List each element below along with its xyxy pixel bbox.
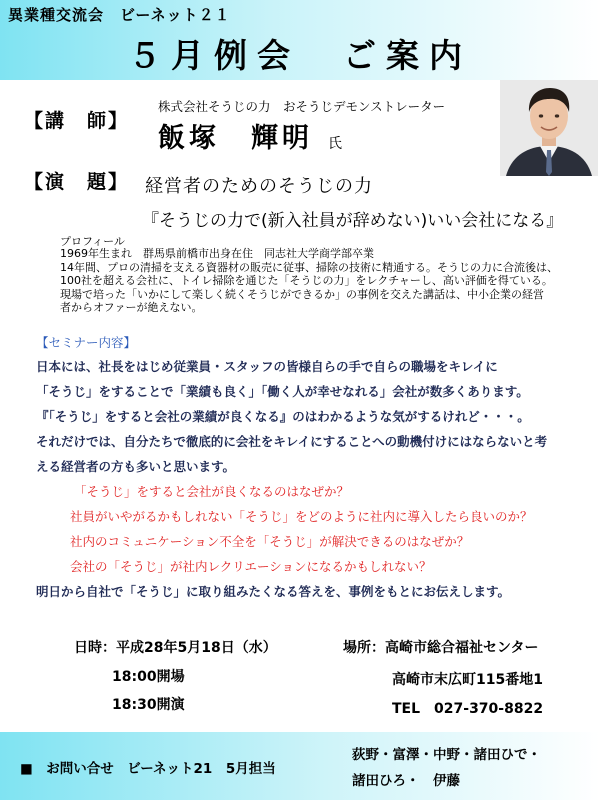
event-start-time: 18:30開演 [112, 697, 185, 713]
event-phone: TEL 027-370-8822 [392, 701, 544, 717]
seminar-line: える経営者の方も多いと思います。 [36, 459, 236, 474]
profile-line: 14年間、プロの清掃を支える資器材の販売に従事、掃除の技術に精通する。そうじの力に合流後は、 [60, 260, 558, 274]
seminar-question: 「そうじ」をすると会社が良くなるのはなぜか？ [74, 484, 350, 499]
seminar-content [36, 354, 596, 604]
event-date: 日時：平成28年5月18日（水） [74, 640, 277, 656]
seminar-heading: 【セミナー内容】 [36, 335, 137, 350]
speaker-name: 飯塚 輝明 [158, 123, 313, 154]
seminar-closing: 明日から自社で「そうじ」に取り組みたくなる答えを、事例をもとにお伝えします。 [36, 584, 511, 599]
topic-title: 経営者のためのそうじの力 [145, 176, 373, 197]
staff-names [352, 742, 541, 794]
profile-body [60, 247, 580, 315]
page-title: ５月例会 ご案内 [128, 36, 472, 75]
seminar-line: 「そうじ」をすることで「業績も良く」「働く人が幸せなれる」会社が数多くあります。 [36, 384, 529, 399]
topic-label: 【演 題】 [24, 171, 130, 193]
topic-subtitle: 『そうじの力で(新入社員が辞めない)いい会社になる』 [142, 211, 564, 231]
event-open-time: 18:00開場 [112, 669, 185, 685]
speaker-portrait-image [500, 80, 598, 176]
seminar-question: 社員がいやがるかもしれない「そうじ」をどのように社内に導入したら良いのか？ [70, 509, 533, 524]
seminar-line: 『「そうじ」をすると会社の業績が良くなる』のはわかるような気がするけれど・・・。 [36, 409, 530, 424]
profile-line: 100社を超える会社に、トイレ掃除を通じた「そうじの力」をレクチャーし、高い評価を得ている。 [60, 274, 553, 287]
profile-heading: プロフィール [60, 235, 125, 248]
contact-info: ■ お問い合せ ビーネット21 5月担当 [20, 761, 276, 777]
staff-line: 荻野・富澤・中野・諸田ひで・ [352, 747, 541, 763]
organizer-name: 異業種交流会 ビーネット２１ [8, 6, 231, 24]
profile-line: 現場で培った「いかにして楽しく続くそうじができるか」の事例を交えた講話は、中小企業の経営 [60, 287, 544, 301]
profile-line: 1969年生まれ 群馬県前橋市出身在住 同志社大学商学部卒業 [60, 247, 374, 260]
staff-line: 諸田ひろ・ 伊藤 [352, 773, 460, 789]
seminar-question: 会社の「そうじ」が社内レクリエーションになるかもしれない？ [70, 559, 432, 574]
speaker-honorific: 氏 [328, 136, 342, 152]
event-venue: 場所：高崎市総合福祉センター [343, 640, 539, 656]
event-address: 高崎市末広町115番地1 [392, 672, 543, 688]
speaker-label: 【講 師】 [24, 110, 130, 132]
seminar-line: 日本には、社長をはじめ従業員・スタッフの皆様自らの手で自らの職場をキレイに [36, 359, 498, 374]
profile-line: 者からオファーが絶えない。 [60, 301, 203, 314]
speaker-company: 株式会社そうじの力 おそうじデモンストレーター [158, 99, 446, 114]
speaker-photo [500, 80, 598, 176]
seminar-line: それだけでは、自分たちで徹底的に会社をキレイにすることへの動機付けにはならないと考 [36, 434, 548, 449]
seminar-question: 社内のコミュニケーション不全を「そうじ」が解決できるのはなぜか？ [70, 534, 470, 549]
